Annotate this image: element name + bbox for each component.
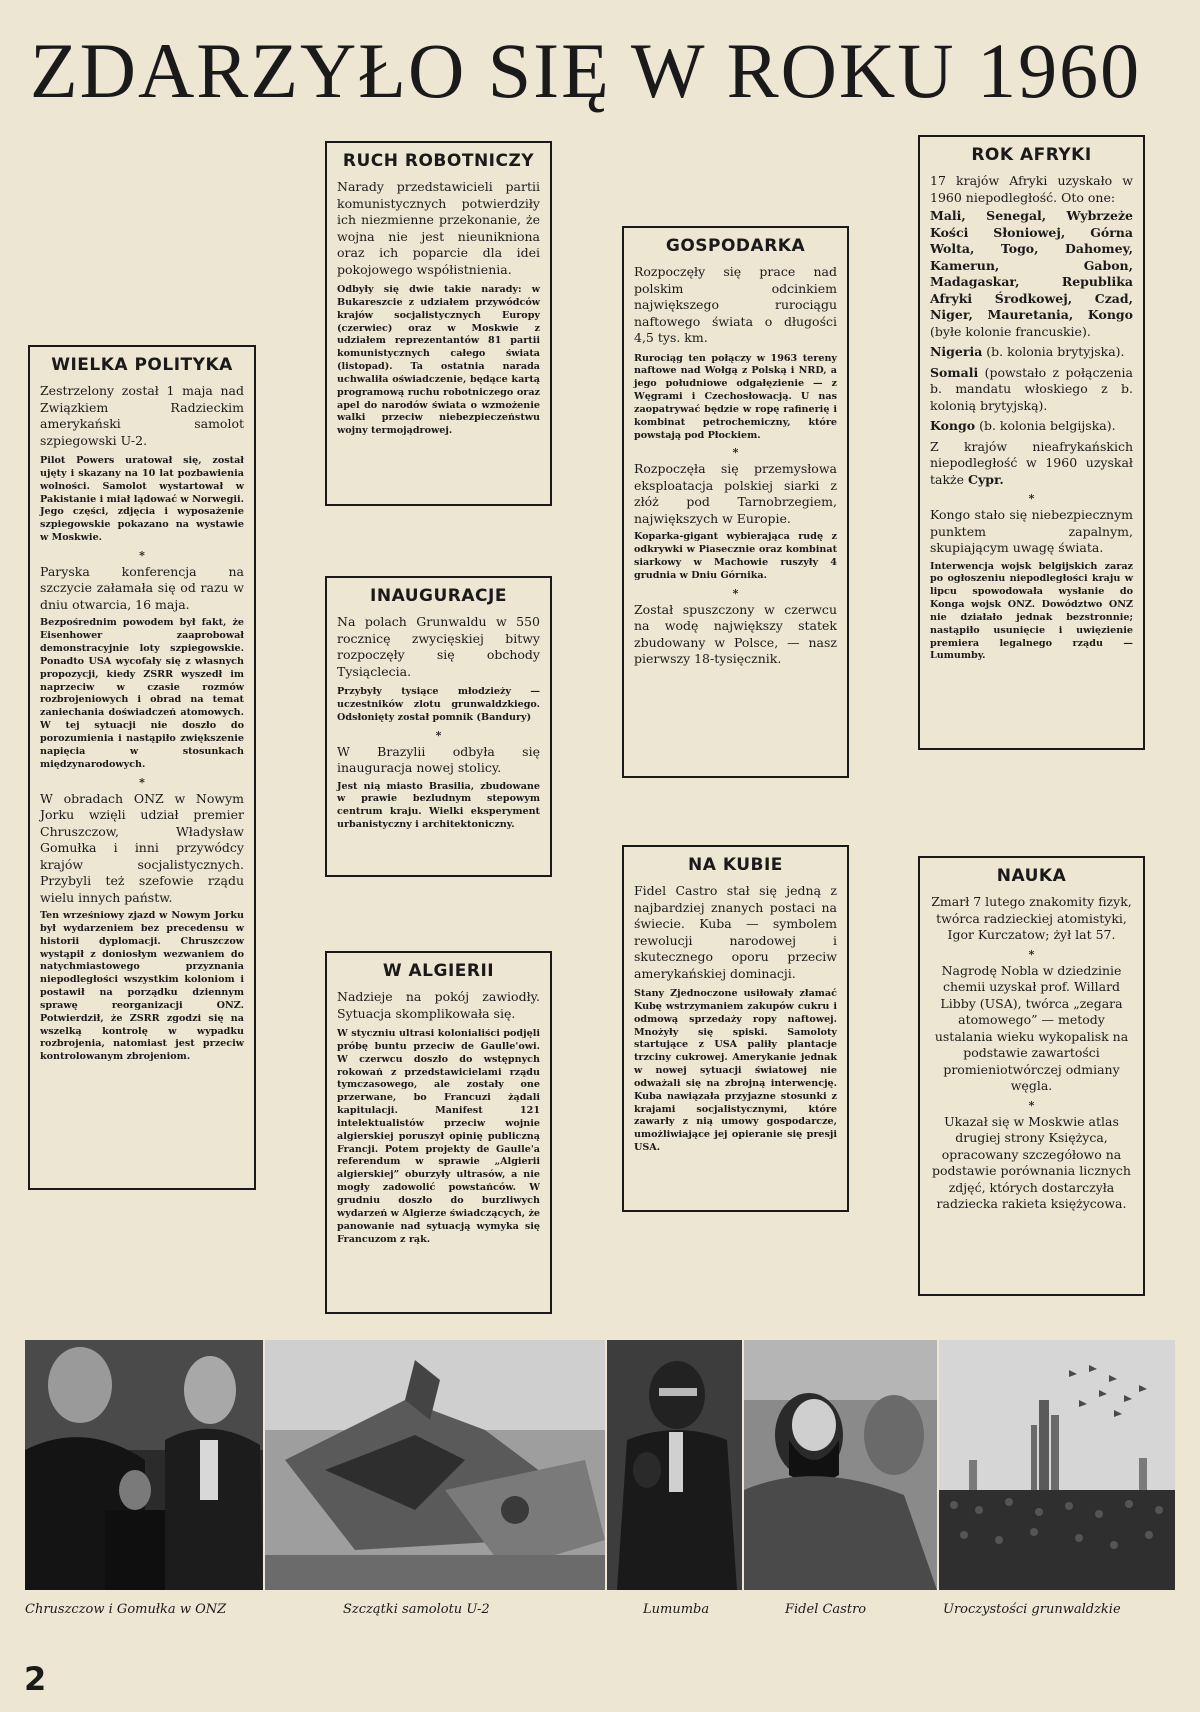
- photo-grunwald-celebration: [939, 1340, 1175, 1590]
- country-name: Somali: [930, 364, 979, 380]
- country-list: Mali, Senegal, Wybrzeże Kości Słoniowej, Górna Wolta, Togo, Dahomey, Kamerun, Gabon, Madagaskar, Republika Afryki Środkowej, Czad, Niger, Mauretania, Kongo: [930, 208, 1133, 322]
- lead-paragraph: W Brazylii odbyła się inauguracja nowej stolicy.: [337, 743, 540, 776]
- separator-star: *: [139, 775, 145, 789]
- body-paragraph: Bezpośrednim powodem był fakt, że Eisenhower zaaprobował demonstracyjnie loty szpiegowskie. Ponadto USA wycofały się z własnych propozycji, kiedy ZSRR wyszedł im naprzeciw w czasie rozmów rozbrojeniowych i obrad na temat zaniechania doświadczeń atomowych. W tej sytuacji nie doszło do porozumienia i nastąpiło zwiększenie napięcia w stosunkach międzynarodowych.: [40, 617, 244, 770]
- lead-paragraph: Rozpoczęła się przemysłowa eksploatacja polskiej siarki z złóż pod Tarnobrzegiem, największych w Europie.: [634, 461, 837, 526]
- body-paragraph: Stany Zjednoczone usiłowały złamać Kubę wstrzymaniem zakupów cukru i odmową sprzedaży ropy naftowej. Mnożyły się spiski. Samoloty startujące z USA paliły plantacje trzciny cukrowej. Amerykanie jednak w nowej sytuacji światowej nie odważali się na zbrojną interwencję. Kuba nawiązała przyjazne stosunki z krajami socjalistycznymi, które zawarły z nią umowy gospodarcze, umożliwiające jej opieranie się presji USA.: [634, 988, 837, 1154]
- caption-photo-5: Uroczystości grunwaldzkie: [943, 1602, 1121, 1617]
- caption-photo-1: Chruszczow i Gomułka w ONZ: [25, 1602, 227, 1617]
- country-note: (byłe kolonie francuskie).: [930, 323, 1091, 339]
- article-na-kubie: [622, 845, 849, 1212]
- caption-photo-4: Fidel Castro: [785, 1602, 867, 1617]
- lead-paragraph: Ukazał się w Moskwie atlas drugiej strony Księżyca, opracowany szczegółowo na podstawie porównania licznych zdjęć, których dostarczyła radziecka rakieta księżycowa.: [932, 1113, 1131, 1211]
- body-paragraph: Koparka-gigant wybierająca rudę z odkrywki w Piasecznie oraz kombinat siarkowy w Machowie ruszyły 4 grudnia w Dniu Górnika.: [634, 531, 837, 581]
- separator-star: *: [732, 586, 739, 600]
- lead-paragraph: Fidel Castro stał się jedną z najbardziej znanych postaci na świecie. Kuba — symbolem rewolucji narodowej i skutecznego oporu przeciw amerykańskiej dominacji.: [634, 883, 837, 981]
- lead-paragraph: Z krajów nieafrykańskich niepodległość w 1960 uzyskał także: [930, 438, 1133, 487]
- section-heading: INAUGURACJE: [370, 586, 507, 606]
- photo-fidel-castro: [744, 1340, 937, 1590]
- section-heading: W ALGIERII: [382, 961, 495, 981]
- article-gospodarka: [622, 226, 849, 778]
- body-paragraph: Pilot Powers uratował się, został ujęty i skazany na 10 lat pozbawienia wolności. Samolot wystartował w Pakistanie i miał lądować w Norwegii. Jego części, zdjęcia i wyposażenie szpiegowskie pokazano na wystawie w Moskwie.: [40, 455, 244, 544]
- article-wielka-polityka: [28, 345, 256, 1190]
- separator-star: *: [1028, 492, 1035, 505]
- photo-chruszczow-gomulka: [25, 1340, 263, 1590]
- section-heading: RUCH ROBOTNICZY: [342, 151, 535, 171]
- caption-photo-2: Szczątki samolotu U-2: [343, 1602, 490, 1617]
- photo-u2-wreckage: [265, 1340, 605, 1590]
- lead-paragraph: Rozpoczęły się prace nad polskim odcinkiem największego rurociągu naftowego świata o długości 4,5 tys. km.: [634, 264, 837, 345]
- body-paragraph: Interwencja wojsk belgijskich zaraz po ogłoszeniu niepodległości kraju w lipcu spowodowała wysłanie do Konga wojsk ONZ. Dowództwo ONZ nie działało jednak bezstronnie; nastąpiło usunięcie i uwięzienie premiera legalnego rządu — Lumumby.: [930, 560, 1133, 662]
- article-w-algierii: [325, 951, 552, 1314]
- separator-star: *: [1028, 1098, 1035, 1112]
- body-paragraph: Odbyły się dwie takie narady: w Bukareszcie z udziałem przywódców krajów socjalistycznych Europy (czerwiec) oraz w Moskwie z udziałem reprezentantów 81 partii komunistycznych całego świata (listopad). Ta ostatnia narada uchwaliła oświadczenie, będące kartą programową ruchu robotniczego oraz apel do narodów świata o wzmożenie walki przeciw niebezpieczeństwu wojny termojądrowej.: [337, 284, 540, 437]
- section-heading: NAUKA: [996, 866, 1067, 886]
- article-nauka: [918, 856, 1145, 1296]
- caption-photo-3: Lumumba: [643, 1602, 710, 1617]
- country-name: Kongo: [930, 418, 976, 433]
- lead-paragraph: Nagrodę Nobla w dziedzinie chemii uzyskał prof. Willard Libby (USA), twórca „zegara atomowego” — metody ustalania wieku wykopalisk na podstawie zawartości promieniotwórczej odmiany węgla.: [934, 962, 1129, 1093]
- lead-paragraph: Na polach Grunwaldu w 550 rocznicę zwycięskiej bitwy rozpoczęły się obchody Tysiąclecia.: [337, 614, 540, 679]
- country-name: Cypr.: [968, 471, 1004, 487]
- section-heading: GOSPODARKA: [665, 236, 806, 256]
- lead-paragraph: Został spuszczony w czerwcu na wodę największy statek zbudowany w Polsce, — nasz pierwszy 18-tysięcznik.: [634, 601, 837, 667]
- country-note: (b. kolonia belgijska).: [979, 418, 1116, 433]
- section-heading: ROK AFRYKI: [971, 145, 1092, 165]
- body-paragraph: Ten wrześniowy zjazd w Nowym Jorku był wydarzeniem bez precedensu w historii dyplomacji. Chruszczow wystąpił z doniosłym wezwaniem do natychmiastowego przyznania niepodległości wszystkim koloniom i postawił na porządku dziennym sprawę reorganizacji ONZ. Potwierdził, że ZSRR zgodzi się na wszelką kontrolę w wypadku rozbrojenia, natomiast jest przeciw kontrolowanym zbrojeniom.: [40, 910, 244, 1063]
- lead-paragraph: Zestrzelony został 1 maja nad Związkiem Radzieckim amerykański samolot szpiegowski U-2.: [40, 383, 244, 448]
- country-name: Nigeria: [930, 344, 983, 359]
- body-paragraph: Przybyły tysiące młodzieży — uczestników zlotu grunwaldzkiego. Odsłonięty został pomnik (Bandury): [337, 686, 540, 723]
- lead-paragraph: W obradach ONZ w Nowym Jorku wzięli udział premier Chruszczow, Władysław Gomułka i inni przywódcy krajów socjalistycznych. Przybyli też szefowie rządu wielu innych państw.: [40, 790, 244, 905]
- article-ruch-robotniczy: [325, 141, 552, 506]
- separator-star: *: [435, 728, 442, 742]
- article-rok-afryki: [918, 135, 1145, 750]
- separator-star: *: [732, 446, 739, 460]
- lead-paragraph: Narady przedstawicieli partii komunistycznych potwierdziły ich niezmienne przekonanie, że wojna nie jest nieunikniona oraz ich poparcie dla idei pokojowego współistnienia.: [337, 179, 540, 277]
- body-paragraph: Jest nią miasto Brasilia, zbudowane w prawie bezludnym stepowym centrum kraju. Wielki eksperyment urbanistyczny i architektoniczny.: [337, 780, 540, 831]
- lead-paragraph: 17 krajów Afryki uzyskało w 1960 niepodległość. Oto one:: [930, 173, 1133, 205]
- country-note: (powstało z połączenia b. mandatu włoskiego z b. kolonią brytyjską).: [930, 364, 1133, 413]
- body-paragraph: Rurociąg ten połączy w 1963 tereny naftowe nad Wołgą z Polską i NRD, a jego południowe odgałęzienie — z Węgrami i Czechosłowacją. U nas zaopatrywać będzie w ropę rafinerię i kombinat petrochemiczny, które powstają pod Płockiem.: [634, 352, 837, 441]
- section-heading: WIELKA POLITYKA: [51, 355, 233, 375]
- lead-paragraph: Nadzieje na pokój zawiodły. Sytuacja skomplikowała się.: [337, 989, 540, 1021]
- photo-captions: [25, 1602, 1175, 1626]
- photo-strip: [25, 1340, 1175, 1590]
- lead-paragraph: Zmarł 7 lutego znakomity fizyk, twórca radzieckiej atomistyki, Igor Kurczatow; żył lat 57.: [931, 894, 1132, 942]
- separator-star: *: [139, 548, 145, 562]
- section-heading: NA KUBIE: [688, 855, 783, 875]
- separator-star: *: [1028, 947, 1035, 961]
- body-paragraph: W styczniu ultrasi kolonialiści podjęli próbę buntu przeciw de Gaulle'owi. W czerwcu doszło do wstępnych rokowań z przedstawicielami rządu tymczasowego, ale zostały one przerwane, bo Francuzi żądali kapitulacji. Manifest 121 intelektualistów przeciw wojnie algierskiej poruszył opinię publiczną Francji. Potem projekty de Gaulle'a referendum w sprawie „Algierii algierskiej” oburzyły ultrasów, a nie mogły zadowolić powstańców. W grudniu doszło do burzliwych wydarzeń w Algierze świadczących, że panowanie nad sytuacją wymyka się Francuzom z rąk.: [337, 1028, 540, 1245]
- page-title: ZDARZYŁO SIĘ W ROKU 1960: [30, 27, 1142, 114]
- lead-paragraph: Paryska konferencja na szczycie załamała się od razu w dniu otwarcia, 16 maja.: [40, 563, 244, 612]
- country-note: (b. kolonia brytyjska).: [986, 344, 1125, 359]
- photo-lumumba: [607, 1340, 742, 1590]
- article-inauguracje: [325, 576, 552, 877]
- page-number: 2: [24, 1660, 47, 1698]
- lead-paragraph: Kongo stało się niebezpiecznym punktem zapalnym, skupiającym uwagę świata.: [930, 507, 1133, 555]
